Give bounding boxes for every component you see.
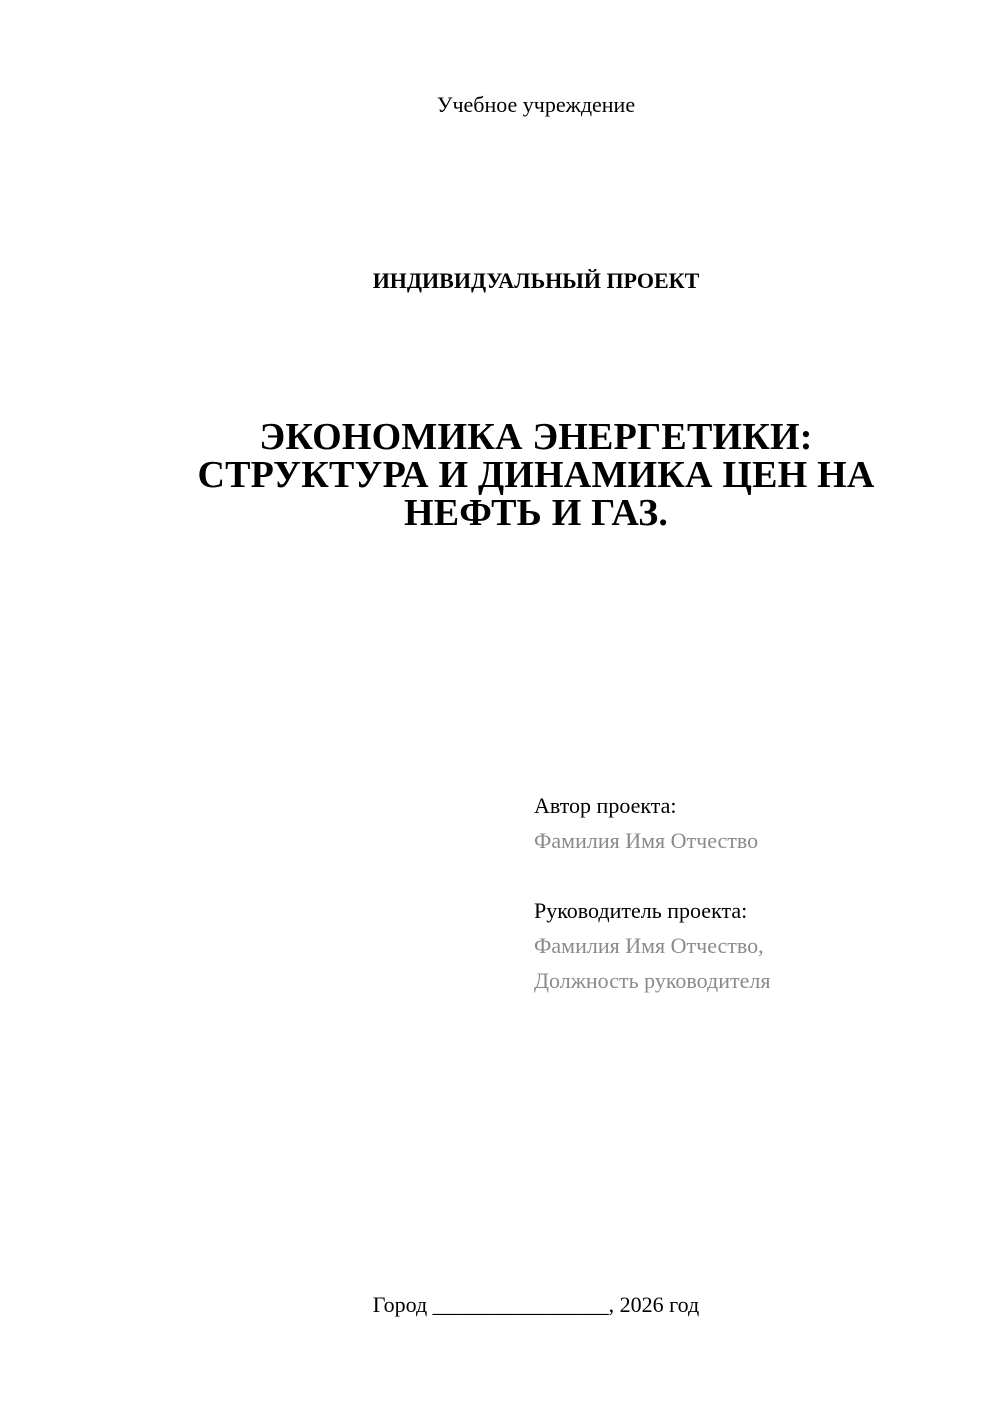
author-label: Автор проекта: [534, 793, 677, 818]
supervisor-name: Фамилия Имя Отчество, [534, 933, 764, 958]
institution-name: Учебное учреждение [436, 92, 636, 117]
project-title [150, 418, 922, 532]
credits-block [534, 788, 770, 998]
project-type-heading: ИНДИВИДУАЛЬНЫЙ ПРОЕКТ [372, 268, 700, 293]
supervisor-position: Должность руководителя [534, 968, 771, 993]
city-year-line: Город ________________, 2026 год [372, 1292, 700, 1317]
supervisor-label: Руководитель проекта: [534, 898, 748, 923]
project-title-line: НЕФТЬ И ГАЗ. [403, 492, 669, 534]
author-name: Фамилия Имя Отчество [534, 828, 759, 853]
project-title-line: СТРУКТУРА И ДИНАМИКА ЦЕН НА [197, 454, 875, 496]
project-title-line: ЭКОНОМИКА ЭНЕРГЕТИКИ: [259, 416, 813, 458]
